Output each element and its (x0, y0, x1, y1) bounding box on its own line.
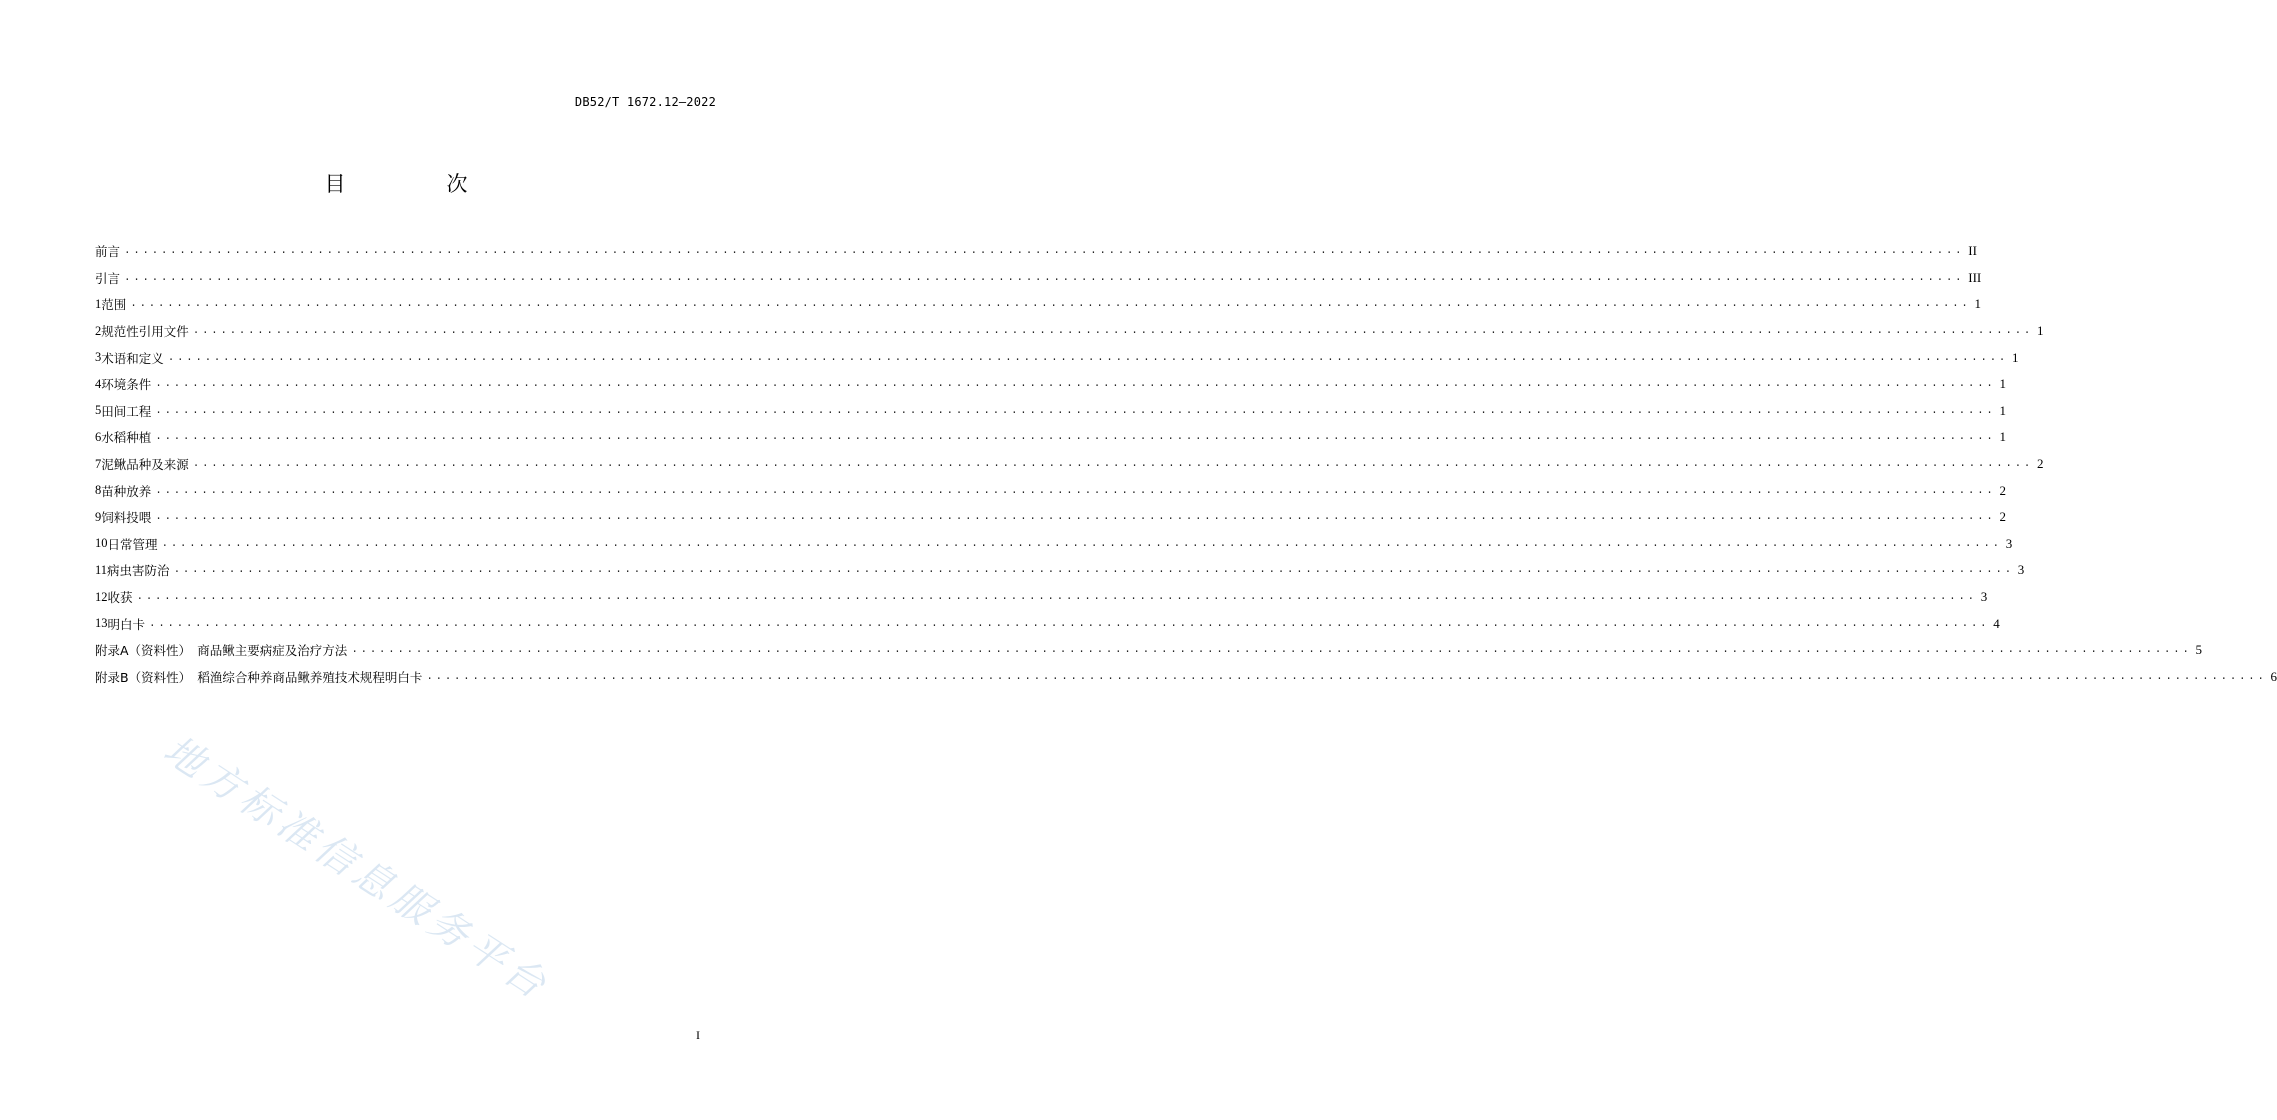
toc-leader-dots: ........................................................................................................................................................................................................ (136, 591, 1977, 604)
toc-leader-dots: ........................................................................................................................................................................................................ (173, 564, 2014, 577)
toc-page: 1 (1999, 376, 2006, 392)
toc-page: 5 (2195, 642, 2203, 658)
toc-row-appendix-a[interactable] (95, 637, 2203, 664)
toc-label: 术语和定义 (101, 350, 164, 366)
page-title: 目 次 (324, 172, 508, 196)
toc-label: 田间工程 (101, 403, 152, 419)
toc-page: 3 (1980, 589, 1988, 605)
toc-number: 9 (95, 509, 102, 524)
toc-row-12[interactable] (95, 584, 1988, 611)
toc-number: 2 (95, 323, 102, 338)
toc-label: 环境条件 (101, 377, 152, 393)
toc-row-foreword[interactable] (95, 238, 1977, 265)
toc-number: 12 (95, 589, 108, 604)
toc-row-1[interactable] (95, 291, 1981, 318)
toc-label: 水稻种植 (101, 430, 152, 446)
toc-page: 1 (2036, 323, 2044, 339)
toc-row-8[interactable] (95, 477, 2006, 504)
table-of-contents (95, 238, 2277, 690)
toc-number: 1 (95, 296, 102, 311)
toc-number: 8 (95, 483, 102, 498)
toc-label: 附录A（资料性） 商品鳅主要病症及治疗方法 (95, 643, 348, 659)
toc-row-11[interactable] (95, 557, 2025, 584)
toc-page: 3 (2005, 535, 2013, 551)
toc-number: 4 (95, 376, 102, 391)
toc-number: 3 (95, 350, 102, 365)
toc-leader-dots: ........................................................................................................................................................................................................ (155, 431, 1996, 444)
toc-leader-dots: ........................................................................................................................................................................................................ (149, 617, 1990, 630)
toc-label: 前言 (95, 244, 121, 260)
toc-leader-dots: ........................................................................................................................................................................................................ (155, 404, 1996, 417)
toc-page: 1 (1999, 429, 2006, 445)
watermark: 地方标准信息服务平台 (155, 727, 558, 1011)
toc-leader-dots: ........................................................................................................................................................................................................ (155, 378, 1996, 391)
toc-label: 附录B（资料性） 稻渔综合种养商品鳅养殖技术规程明白卡 (95, 669, 423, 685)
toc-label: 明白卡 (107, 616, 146, 632)
toc-label: 饲料投喂 (101, 510, 152, 526)
toc-page: II (1968, 243, 1977, 259)
toc-leader-dots: ........................................................................................................................................................................................................ (351, 644, 2192, 657)
toc-row-7[interactable] (95, 451, 2044, 478)
toc-number: 6 (95, 429, 102, 444)
toc-page: 2 (2036, 456, 2044, 472)
toc-leader-dots: ........................................................................................................................................................................................................ (426, 670, 2267, 683)
toc-row-10[interactable] (95, 531, 2013, 558)
toc-row-9[interactable] (95, 504, 2006, 531)
page-number: I (696, 1028, 700, 1042)
toc-leader-dots: ........................................................................................................................................................................................................ (130, 298, 1971, 311)
toc-page: 1 (1999, 402, 2006, 418)
toc-row-appendix-b[interactable] (95, 664, 2277, 691)
toc-leader-dots: ........................................................................................................................................................................................................ (192, 458, 2033, 471)
toc-label: 泥鳅品种及来源 (101, 457, 189, 473)
toc-leader-dots: ........................................................................................................................................................................................................ (192, 325, 2033, 338)
toc-number: 10 (95, 536, 108, 551)
toc-leader-dots: ........................................................................................................................................................................................................ (124, 245, 1965, 258)
toc-label: 日常管理 (107, 536, 158, 552)
toc-page: 2 (1999, 509, 2006, 525)
standard-code: DB52/T 1672.12—2022 (574, 95, 716, 109)
toc-page: 6 (2270, 668, 2277, 684)
toc-row-6[interactable] (95, 424, 2006, 451)
toc-page: 2 (1999, 482, 2006, 498)
toc-leader-dots: ........................................................................................................................................................................................................ (155, 484, 1996, 497)
toc-label: 苗种放养 (101, 483, 152, 499)
toc-number: 11 (95, 562, 108, 577)
toc-page: 1 (2011, 349, 2019, 365)
toc-number: 5 (95, 403, 102, 418)
toc-page: 4 (1993, 615, 2000, 631)
toc-page: 3 (2017, 562, 2025, 578)
toc-row-introduction[interactable] (95, 265, 1982, 292)
toc-leader-dots: ........................................................................................................................................................................................................ (124, 271, 1965, 284)
toc-label: 收获 (107, 590, 133, 606)
toc-label: 规范性引用文件 (101, 324, 189, 340)
toc-label: 范围 (101, 297, 127, 313)
toc-row-4[interactable] (95, 371, 2006, 398)
toc-number: 13 (95, 616, 108, 631)
toc-label: 引言 (95, 270, 121, 286)
toc-leader-dots: ........................................................................................................................................................................................................ (155, 511, 1996, 524)
toc-row-5[interactable] (95, 398, 2006, 425)
toc-number: 7 (95, 456, 102, 471)
toc-leader-dots: ........................................................................................................................................................................................................ (167, 351, 2008, 364)
toc-row-3[interactable] (95, 344, 2019, 371)
toc-row-13[interactable] (95, 610, 2000, 637)
toc-page: III (1968, 269, 1982, 285)
toc-page: 1 (1974, 296, 1981, 312)
toc-label: 病虫害防治 (107, 563, 170, 579)
toc-row-2[interactable] (95, 318, 2044, 345)
toc-leader-dots: ........................................................................................................................................................................................................ (161, 537, 2002, 550)
